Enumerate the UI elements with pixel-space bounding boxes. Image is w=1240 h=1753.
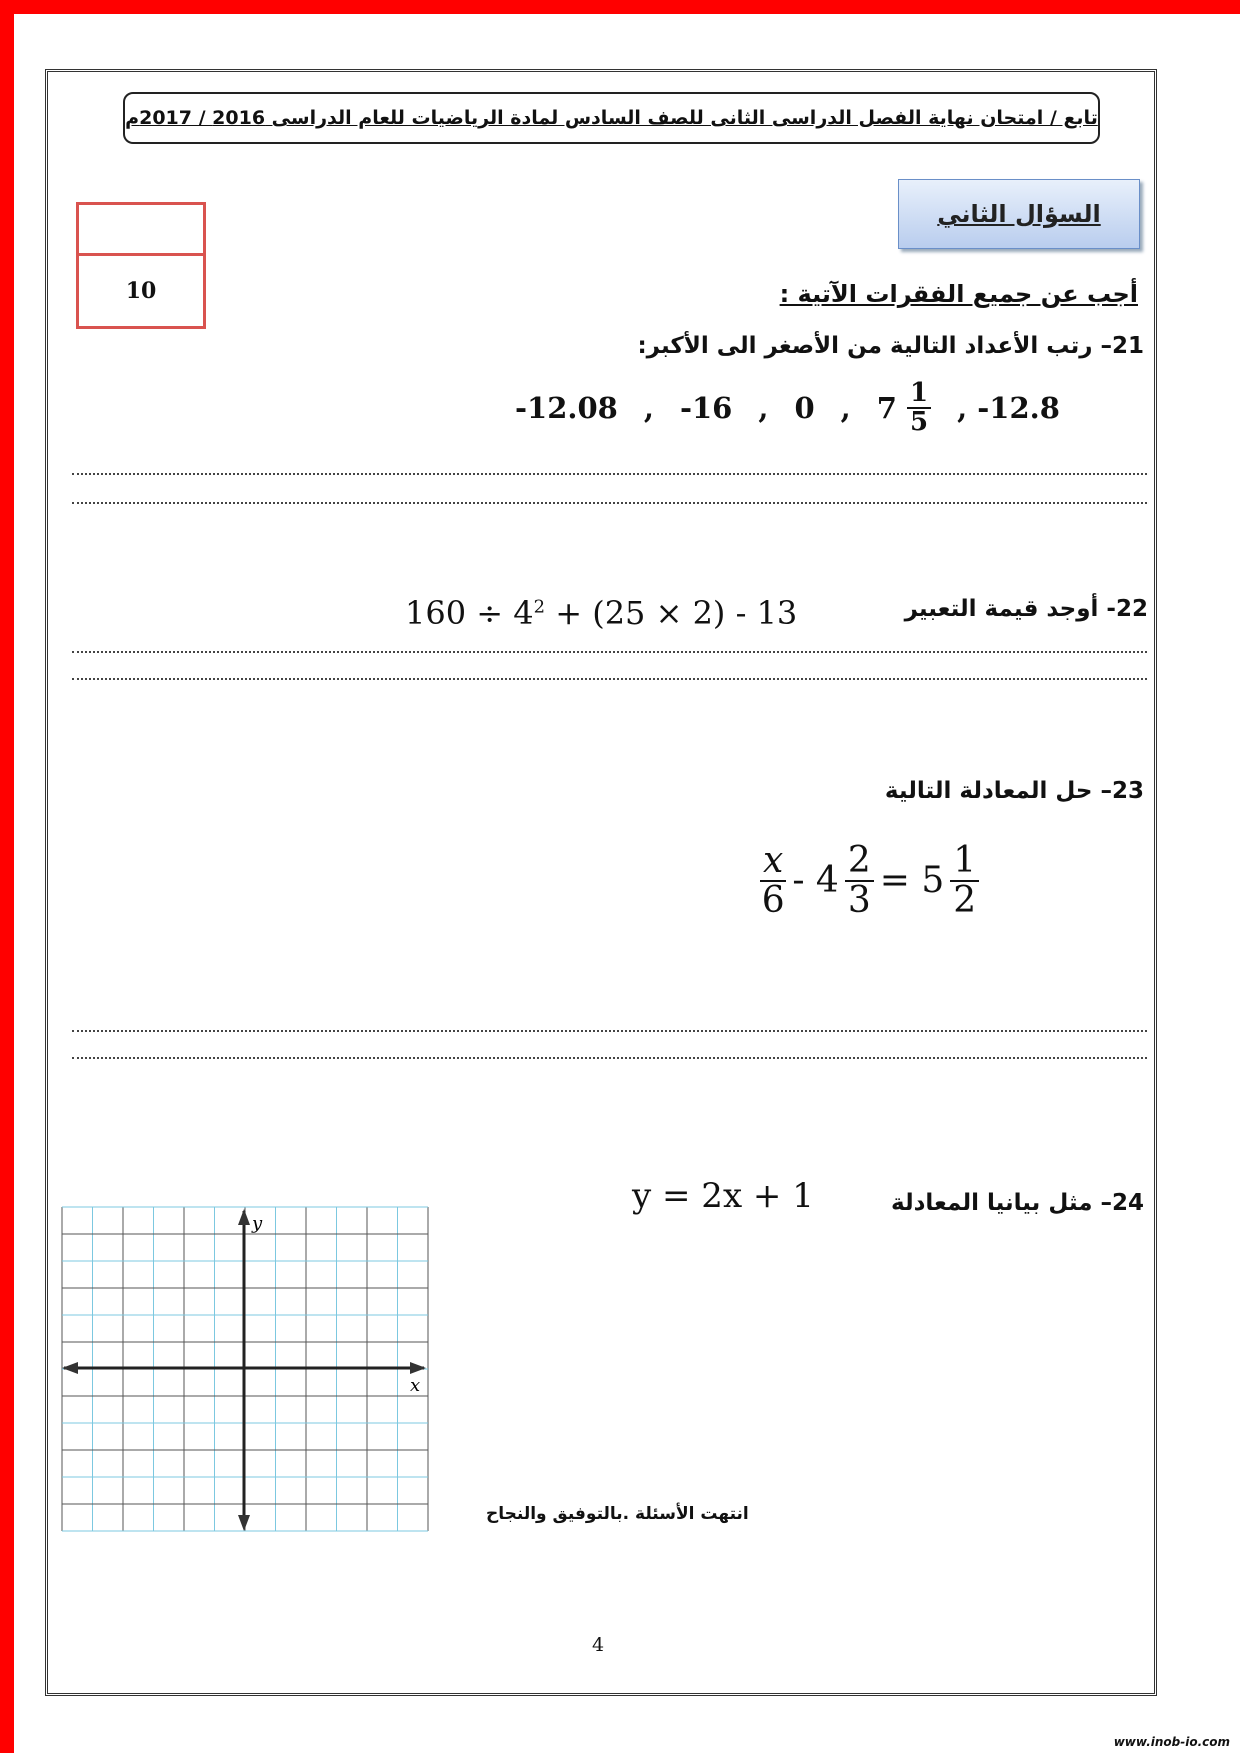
answer-line[interactable] — [72, 473, 1147, 475]
expr-part: + (25 × 2) - 13 — [545, 594, 798, 632]
arrow-up-icon — [238, 1209, 250, 1225]
closing-text: انتهت الأسئلة .بالتوفيق والنجاح — [486, 1504, 749, 1524]
operator: = 5 — [879, 860, 945, 902]
operator: - 4 — [792, 860, 839, 902]
denominator: 5 — [909, 407, 929, 438]
question-title: السؤال الثاني — [898, 179, 1140, 249]
number: , -12.8 — [957, 391, 1060, 426]
q23-label: 23– حل المعادلة التالية — [884, 778, 1144, 804]
q22-expression — [405, 594, 797, 632]
arrow-down-icon — [238, 1515, 250, 1531]
whole: 7 — [876, 391, 897, 426]
number: -12.08 — [515, 391, 618, 426]
red-left-border — [0, 0, 14, 1753]
x-axis-label: x — [410, 1375, 421, 1396]
coordinate-grid[interactable] — [58, 1205, 430, 1535]
arrow-left-icon — [62, 1362, 78, 1374]
answer-line[interactable] — [72, 502, 1147, 504]
expr-part: 160 ÷ 4 — [405, 594, 534, 632]
denominator: 6 — [761, 879, 785, 921]
numerator: 1 — [950, 842, 979, 882]
denominator: 2 — [953, 879, 977, 921]
q24-equation: y = 2x + 1 — [632, 1176, 814, 1216]
number: 0 — [794, 391, 815, 426]
instruction: أجب عن جميع الفقرات الآتية : — [779, 280, 1138, 308]
red-top-border — [0, 0, 1240, 14]
answer-line[interactable] — [72, 678, 1147, 680]
q23-equation — [760, 842, 979, 920]
y-axis-label: y — [252, 1213, 263, 1234]
numerator: 2 — [845, 842, 874, 882]
comma: , — [643, 391, 654, 426]
q21-numbers — [515, 380, 1060, 437]
answer-line[interactable] — [72, 651, 1147, 653]
mixed-number — [877, 380, 931, 437]
q22-label: 22- أوجد قيمة التعبير — [904, 596, 1148, 622]
score-box — [76, 202, 206, 329]
answer-line[interactable] — [72, 1030, 1147, 1032]
numerator: x — [760, 842, 786, 882]
comma: , — [840, 391, 851, 426]
score-total: 10 — [125, 278, 157, 304]
comma: , — [758, 391, 769, 426]
exponent: 2 — [533, 596, 546, 618]
denominator: 3 — [847, 879, 871, 921]
number: -16 — [679, 391, 733, 426]
score-obtained-cell[interactable] — [79, 205, 203, 256]
q24-label: 24– مثل بيانيا المعادلة — [891, 1190, 1144, 1216]
arrow-right-icon — [410, 1362, 426, 1374]
footer-url: www.inob-io.com — [1113, 1735, 1230, 1749]
numerator: 1 — [907, 380, 931, 409]
page-number: 4 — [592, 1634, 605, 1656]
answer-line[interactable] — [72, 1057, 1147, 1059]
q21-label: 21– رتب الأعداد التالية من الأصغر الى الأكبر: — [637, 333, 1144, 359]
exam-header: تابع / امتحان نهاية الفصل الدراسى الثانى للصف السادس لمادة الرياضيات للعام الدراسى 2016 / 2017م — [123, 92, 1100, 144]
